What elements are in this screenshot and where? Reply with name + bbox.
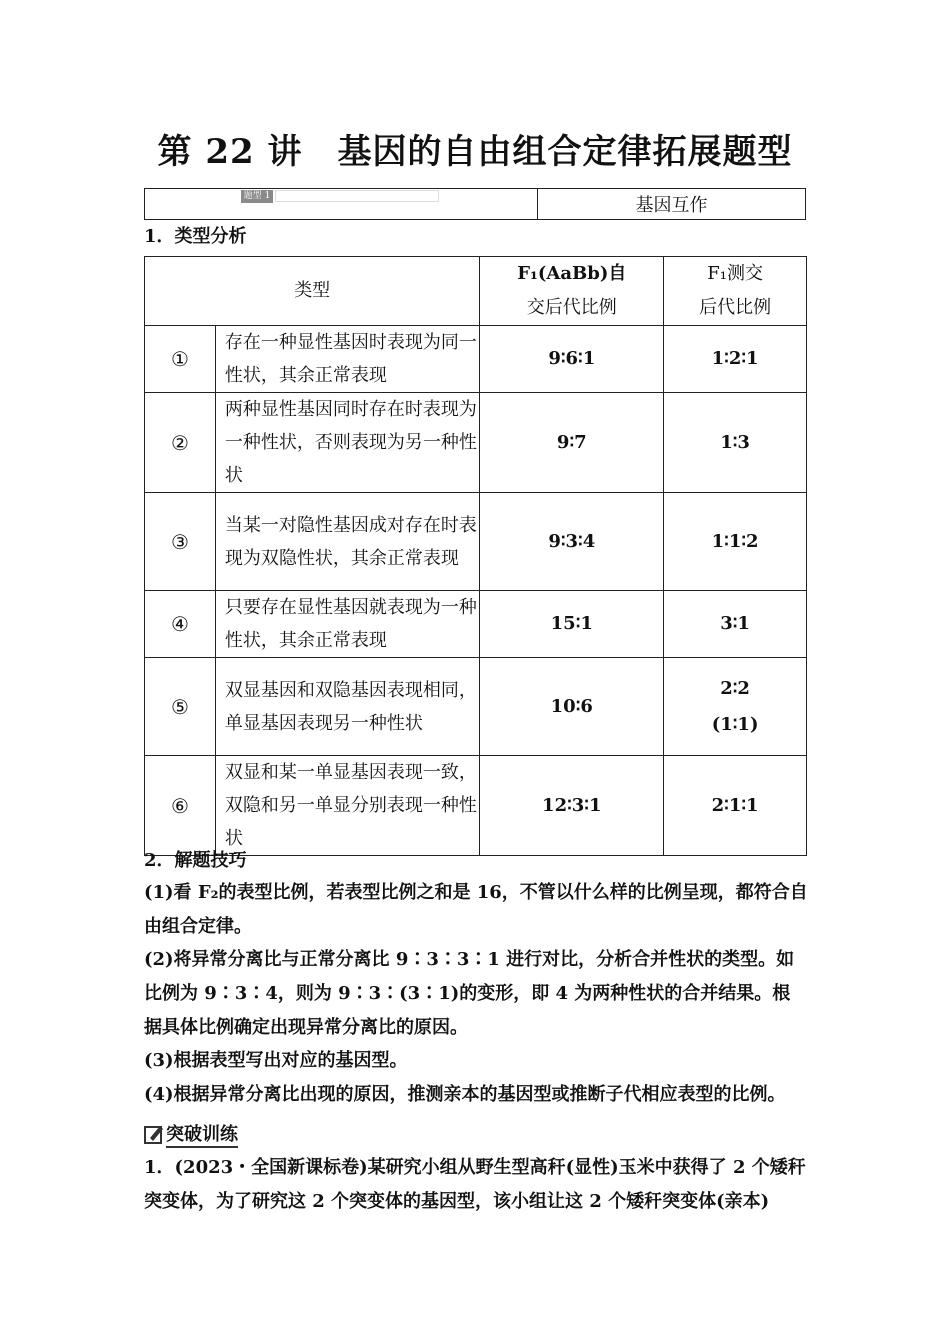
row-description: 存在一种显性基因时表现为同一性状，其余正常表现 [215, 326, 480, 393]
row-test-ratio: 1∶3 [664, 393, 807, 493]
row-index: ② [145, 393, 216, 493]
table-row [145, 393, 807, 493]
row-test-ratio: 1∶2∶1 [664, 326, 807, 393]
row-test-ratio-line1: 2∶2 [720, 677, 750, 699]
topic-badge-line [275, 190, 439, 202]
section-heading-analysis: 1．类型分析 [144, 226, 247, 247]
row-self-ratio: 9∶7 [480, 393, 664, 493]
header-type: 类型 [145, 257, 480, 326]
row-test-ratio: 2∶1∶1 [664, 756, 807, 856]
question-paragraph: 1．(2023・全国新课标卷)某研究小组从野生型高秆(显性)玉米中获得了 2 个矮秆突变体，为了研究这 2 个突变体的基因型，该小组让这 2 个矮秆突变体(亲本) [144, 1157, 806, 1212]
header-test-line2: 后代比例 [699, 297, 772, 318]
pencil-icon [144, 1124, 164, 1144]
row-index: ④ [145, 591, 216, 658]
row-index: ⑥ [145, 756, 216, 856]
row-test-ratio: 3∶1 [664, 591, 807, 658]
header-self-line1: F₁(AaBb)自 [517, 263, 627, 284]
training-heading [144, 1120, 238, 1148]
row-test-ratio: 1∶1∶2 [664, 493, 807, 591]
table-row [145, 658, 807, 756]
row-description: 两种显性基因同时存在时表现为一种性状，否则表现为另一种性状 [215, 393, 480, 493]
header-self-cross [480, 257, 664, 326]
row-index: ⑤ [145, 658, 216, 756]
row-description: 只要存在显性基因就表现为一种性状，其余正常表现 [215, 591, 480, 658]
row-description: 当某一对隐性基因成对存在时表现为双隐性状，其余正常表现 [215, 493, 480, 591]
row-self-ratio: 9∶3∶4 [480, 493, 664, 591]
table-row [145, 493, 807, 591]
row-description: 双显基因和双隐基因表现相同，单显基因表现另一种性状 [215, 658, 480, 756]
row-test-ratio-line2: (1∶1) [711, 713, 759, 735]
table-row [145, 326, 807, 393]
row-test-ratio [664, 658, 807, 756]
tip-paragraph: (1)看 F₂的表型比例，若表型比例之和是 16，不管以什么样的比例呈现，都符合自由组合定律。 [144, 882, 808, 937]
tip-paragraph: (4)根据异常分离比出现的原因，推测亲本的基因型或推断子代相应表型的比例。 [144, 1084, 786, 1105]
row-description: 双显和某一单显基因表现一致，双隐和另一单显分别表现一种性状 [215, 756, 480, 856]
row-self-ratio: 9∶6∶1 [480, 326, 664, 393]
type-analysis-table [144, 256, 807, 856]
header-test-cross [664, 257, 807, 326]
training-label: 突破训练 [166, 1120, 238, 1148]
page-title: 第 22 讲 基因的自由组合定律拓展题型 [157, 132, 793, 172]
row-self-ratio: 15∶1 [480, 591, 664, 658]
topic-box [144, 188, 806, 220]
tip-paragraph: (2)将异常分离比与正常分离比 9∶3∶3∶1 进行对比，分析合并性状的类型。如比例为 9∶3∶4，则为 9∶3∶(3∶1)的变形，即 4 为两种性状的合并结果。根据具体比例确定出现异常分离比的原因。 [144, 949, 795, 1038]
table-row [145, 756, 807, 856]
row-self-ratio: 12∶3∶1 [480, 756, 664, 856]
table-row [145, 591, 807, 658]
row-self-ratio: 10∶6 [480, 658, 664, 756]
header-self-line2: 交后代比例 [526, 297, 617, 318]
header-test-line1: F₁测交 [707, 263, 763, 284]
tip-paragraph: (3)根据表型写出对应的基因型。 [144, 1050, 408, 1071]
section-heading-tips: 2．解题技巧 [144, 850, 247, 871]
table-header-row [145, 257, 807, 326]
topic-badge: 题型 1 [241, 190, 273, 203]
row-index: ③ [145, 493, 216, 591]
row-index: ① [145, 326, 216, 393]
topic-label: 基因互作 [635, 195, 708, 216]
topic-badge-area [145, 189, 538, 219]
